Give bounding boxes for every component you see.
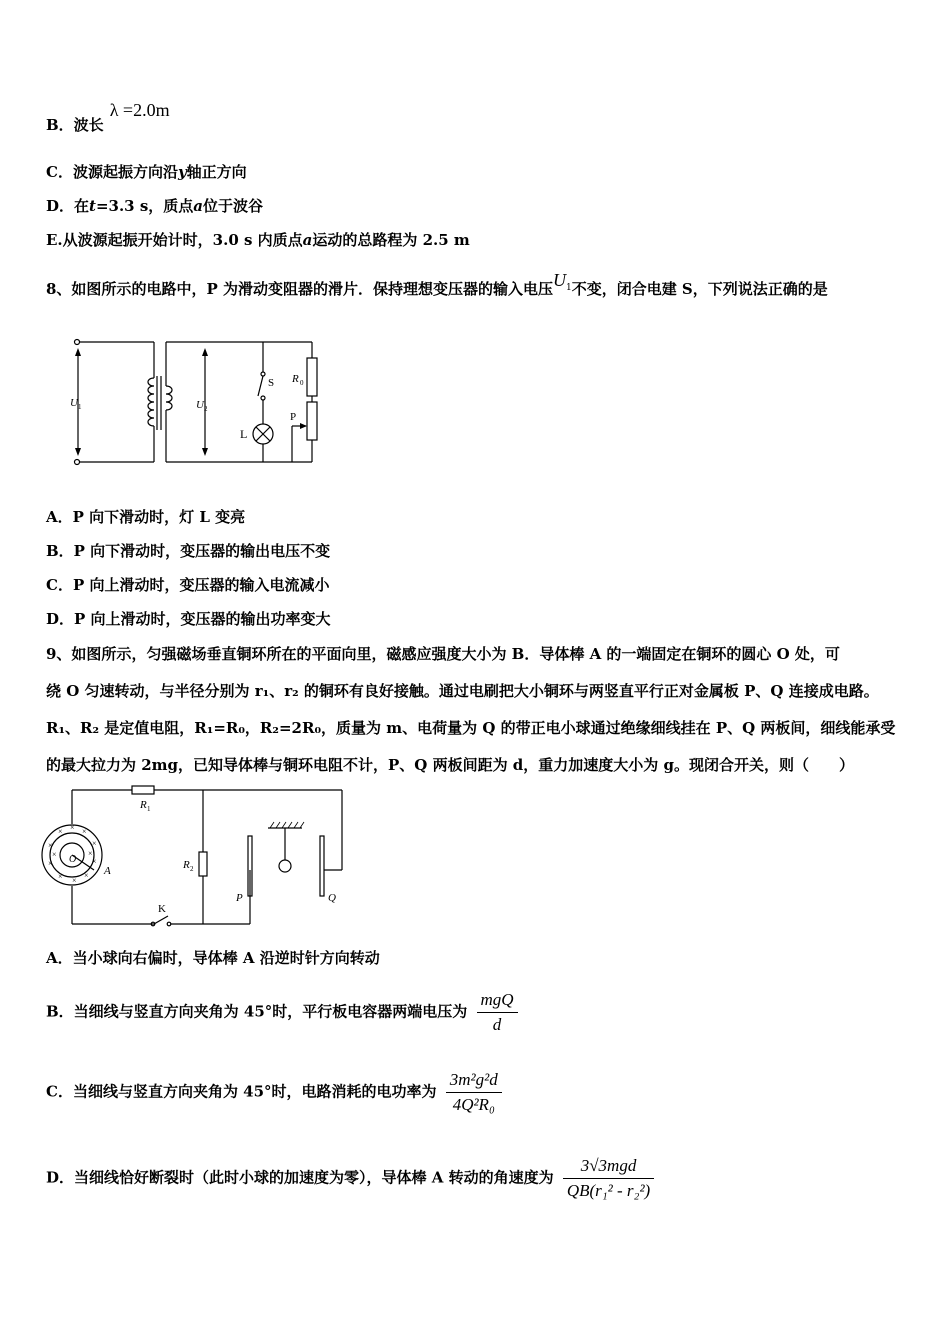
r2-label: R [183, 859, 190, 871]
svg-text:×: × [58, 827, 63, 836]
q8-option-b: B．P 向下滑动时，变压器的输出电压不变 [46, 542, 331, 560]
voltage-fraction: $\frac{\text{mgQ}}{d}$ [477, 990, 518, 1035]
svg-text:×: × [48, 841, 53, 850]
q9-option-d: D．当细线恰好断裂时（此时小球的加速度为零），导体棒 A 转动的角速度为 $\frac{\text{3√3mgd}}{\text{QB(r₁² - r₂²)}}$ [46, 1156, 654, 1201]
r1-label: R [140, 799, 147, 811]
q9-option-b: B．当细线与竖直方向夹角为 45°时，平行板电容器两端电压为 $\frac{\text{mgQ}}{d}$ [46, 990, 518, 1035]
center-o-label: O [69, 854, 77, 865]
svg-text:2: 2 [204, 405, 208, 413]
svg-text:×: × [82, 827, 87, 836]
svg-text:×: × [52, 850, 57, 859]
svg-text:1: 1 [78, 403, 82, 411]
q9-stem-line4: 的最大拉力为 2mg，已知导体棒与铜环电阻不计，P、Q 两板间距为 d，重力加速度大小为 g。现闭合开关，则（ ） [46, 756, 855, 774]
svg-text:×: × [92, 857, 97, 866]
rod-a-label: A [104, 865, 111, 877]
svg-text:×: × [72, 876, 77, 885]
q8-option-c: C．P 向上滑动时，变压器的输入电流减小 [46, 576, 330, 594]
svg-text:×: × [88, 849, 93, 858]
q7-option-b: B．波长λ =2.0m [46, 100, 170, 134]
q9-option-a: A．当小球向右偏时，导体棒 A 沿逆时针方向转动 [46, 949, 380, 967]
svg-text:×: × [48, 859, 53, 868]
svg-text:2: 2 [190, 865, 194, 873]
q9-stem-line3: R₁、R₂ 是定值电阻，R₁=R₀，R₂=2R₀，质量为 m、电荷量为 Q 的带正电小球通过绝缘细线挂在 P、Q 两板间，细线能承受 [46, 719, 896, 737]
q9-stem-line1: 9、如图所示，匀强磁场垂直铜环所在的平面向里，磁感应强度大小为 B．导体棒 A 的一端固定在铜环的圆心 O 处，可 [46, 645, 840, 663]
svg-text:×: × [70, 823, 75, 832]
transformer-circuit-diagram [68, 330, 338, 470]
q9-stem-line2: 绕 O 匀速转动，与半径分别为 r₁、r₂ 的铜环有良好接触。通过电刷把大小铜环与两竖直平行正对金属板 P、Q 连接成电路。 [46, 682, 879, 700]
q8-option-a: A．P 向下滑动时，灯 L 变亮 [46, 508, 246, 526]
power-fraction: $\frac{\text{3m²g²d}}{\text{4Q²R₀}}$ [446, 1070, 502, 1115]
u1-label: U [70, 397, 78, 409]
q8-option-d: D．P 向上滑动时，变压器的输出功率变大 [46, 610, 331, 628]
wavelength-formula: λ =2.0m [109, 100, 170, 120]
copper-ring-circuit-diagram [40, 782, 360, 932]
slider-p-label: P [290, 411, 297, 423]
svg-text:×: × [84, 871, 89, 880]
q9-option-c: C．当细线与竖直方向夹角为 45°时，电路消耗的电功率为 $\frac{\text{3m²g²d}}{\text{4Q²R₀}}$ [46, 1070, 502, 1115]
switch-k-label: K [158, 903, 166, 915]
svg-text:1: 1 [147, 805, 151, 813]
q7-option-e: E.从波源起振开始计时，3.0 s 内质点a运动的总路程为 2.5 m [46, 231, 470, 249]
svg-text:×: × [58, 872, 63, 881]
switch-s-label: S [268, 377, 275, 389]
q7-option-c: C．波源起振方向沿y轴正方向 [46, 163, 247, 181]
svg-text:×: × [92, 839, 97, 848]
plate-p-label: P [236, 892, 243, 904]
lamp-l-label: L [240, 427, 248, 441]
angular-velocity-fraction: $\frac{\text{3√3mgd}}{\text{QB(r₁² - r₂²)}}$ [563, 1156, 654, 1201]
q8-stem: 8、如图所示的电路中，P 为滑动变阻器的滑片．保持理想变压器的输入电压$U^1$不变，闭合电建 S，下列说法正确的是 [46, 270, 828, 298]
svg-text:0: 0 [300, 379, 304, 387]
q7-option-d: D．在t=3.3 s，质点a位于波谷 [46, 197, 264, 215]
u2-label: U [196, 399, 204, 411]
r0-label: R [292, 373, 299, 385]
plate-q-label: Q [328, 892, 336, 904]
